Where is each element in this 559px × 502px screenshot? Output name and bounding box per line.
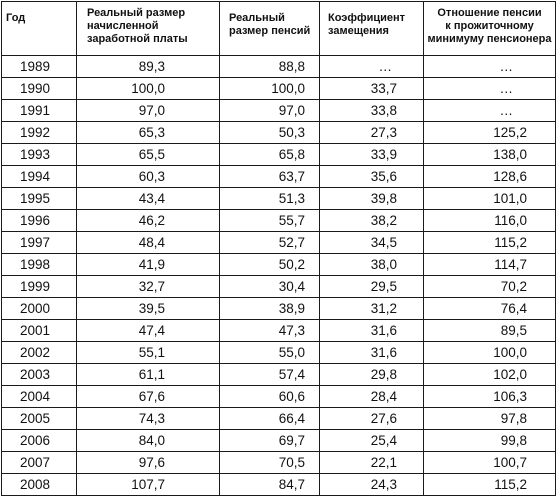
cell-pension: 38,9	[220, 298, 320, 320]
cell-ratio: 138,0	[424, 144, 556, 166]
cell-year: 2002	[2, 342, 77, 364]
cell-year: 1992	[2, 122, 77, 144]
cell-ratio: 115,2	[424, 474, 556, 496]
cell-year: 1990	[2, 78, 77, 100]
cell-coefficient: 38,2	[320, 210, 424, 232]
cell-year: 1991	[2, 100, 77, 122]
table-row	[2, 474, 556, 496]
cell-ratio: 100,0	[424, 342, 556, 364]
cell-pension: 70,5	[220, 452, 320, 474]
cell-wage: 100,0	[77, 78, 220, 100]
column-header-year: Год	[2, 2, 77, 56]
cell-wage: 55,1	[77, 342, 220, 364]
cell-ratio: 101,0	[424, 188, 556, 210]
cell-pension: 52,7	[220, 232, 320, 254]
cell-wage: 46,2	[77, 210, 220, 232]
cell-year: 2007	[2, 452, 77, 474]
cell-year: 1999	[2, 276, 77, 298]
cell-ratio: 128,6	[424, 166, 556, 188]
cell-ratio: 116,0	[424, 210, 556, 232]
cell-coefficient: 24,3	[320, 474, 424, 496]
table-row	[2, 254, 556, 276]
cell-ratio: 99,8	[424, 430, 556, 452]
table-row	[2, 452, 556, 474]
cell-pension: 57,4	[220, 364, 320, 386]
cell-pension: 100,0	[220, 78, 320, 100]
table-row	[2, 144, 556, 166]
cell-year: 1994	[2, 166, 77, 188]
cell-ratio: 70,2	[424, 276, 556, 298]
cell-coefficient: 33,9	[320, 144, 424, 166]
cell-coefficient: 22,1	[320, 452, 424, 474]
cell-coefficient: 33,8	[320, 100, 424, 122]
cell-pension: 65,8	[220, 144, 320, 166]
cell-year: 1989	[2, 56, 77, 78]
table-row	[2, 166, 556, 188]
table-row	[2, 386, 556, 408]
cell-pension: 60,6	[220, 386, 320, 408]
table-row	[2, 210, 556, 232]
cell-pension: 50,2	[220, 254, 320, 276]
cell-ratio: 102,0	[424, 364, 556, 386]
cell-coefficient: 34,5	[320, 232, 424, 254]
cell-coefficient: 27,3	[320, 122, 424, 144]
cell-year: 1997	[2, 232, 77, 254]
pension-statistics-table	[1, 1, 556, 496]
cell-coefficient: 39,8	[320, 188, 424, 210]
cell-pension: 51,3	[220, 188, 320, 210]
cell-wage: 60,3	[77, 166, 220, 188]
column-header-coefficient: Коэффициент замещения	[320, 2, 424, 56]
table-row	[2, 430, 556, 452]
cell-coefficient: …	[320, 56, 424, 78]
table-row	[2, 232, 556, 254]
cell-wage: 43,4	[77, 188, 220, 210]
cell-ratio: 114,7	[424, 254, 556, 276]
cell-coefficient: 31,6	[320, 342, 424, 364]
cell-year: 2006	[2, 430, 77, 452]
cell-coefficient: 31,2	[320, 298, 424, 320]
header-row	[2, 2, 556, 56]
cell-year: 1995	[2, 188, 77, 210]
cell-coefficient: 25,4	[320, 430, 424, 452]
cell-wage: 107,7	[77, 474, 220, 496]
table-row	[2, 298, 556, 320]
cell-year: 2000	[2, 298, 77, 320]
table-row	[2, 188, 556, 210]
cell-pension: 47,3	[220, 320, 320, 342]
table-row	[2, 408, 556, 430]
cell-pension: 30,4	[220, 276, 320, 298]
cell-wage: 65,3	[77, 122, 220, 144]
cell-pension: 88,8	[220, 56, 320, 78]
cell-year: 1996	[2, 210, 77, 232]
cell-ratio: 115,2	[424, 232, 556, 254]
table-row	[2, 100, 556, 122]
cell-wage: 84,0	[77, 430, 220, 452]
cell-coefficient: 29,5	[320, 276, 424, 298]
cell-pension: 66,4	[220, 408, 320, 430]
cell-pension: 50,3	[220, 122, 320, 144]
cell-wage: 39,5	[77, 298, 220, 320]
table-row	[2, 342, 556, 364]
cell-ratio: …	[424, 78, 556, 100]
cell-coefficient: 35,6	[320, 166, 424, 188]
cell-year: 2008	[2, 474, 77, 496]
cell-pension: 63,7	[220, 166, 320, 188]
cell-year: 1998	[2, 254, 77, 276]
cell-coefficient: 28,4	[320, 386, 424, 408]
cell-wage: 74,3	[77, 408, 220, 430]
table-row	[2, 276, 556, 298]
cell-ratio: 125,2	[424, 122, 556, 144]
cell-coefficient: 29,8	[320, 364, 424, 386]
cell-coefficient: 38,0	[320, 254, 424, 276]
cell-pension: 55,0	[220, 342, 320, 364]
cell-ratio: …	[424, 56, 556, 78]
cell-ratio: 97,8	[424, 408, 556, 430]
column-header-wage: Реальный размер начисленной заработной платы	[77, 2, 220, 56]
cell-wage: 32,7	[77, 276, 220, 298]
cell-pension: 55,7	[220, 210, 320, 232]
cell-coefficient: 31,6	[320, 320, 424, 342]
table-header	[2, 2, 556, 56]
cell-coefficient: 27,6	[320, 408, 424, 430]
cell-year: 2005	[2, 408, 77, 430]
cell-wage: 67,6	[77, 386, 220, 408]
table-row	[2, 122, 556, 144]
cell-ratio: …	[424, 100, 556, 122]
cell-wage: 97,6	[77, 452, 220, 474]
cell-wage: 97,0	[77, 100, 220, 122]
cell-wage: 61,1	[77, 364, 220, 386]
column-header-ratio: Отношение пенсии к прожиточному минимуму пенсионера	[424, 2, 556, 56]
cell-wage: 47,4	[77, 320, 220, 342]
cell-ratio: 106,3	[424, 386, 556, 408]
cell-year: 2001	[2, 320, 77, 342]
table-row	[2, 364, 556, 386]
cell-wage: 89,3	[77, 56, 220, 78]
cell-wage: 41,9	[77, 254, 220, 276]
cell-wage: 48,4	[77, 232, 220, 254]
cell-ratio: 100,7	[424, 452, 556, 474]
cell-wage: 65,5	[77, 144, 220, 166]
table-row	[2, 78, 556, 100]
cell-ratio: 76,4	[424, 298, 556, 320]
cell-pension: 97,0	[220, 100, 320, 122]
table-row	[2, 320, 556, 342]
cell-ratio: 89,5	[424, 320, 556, 342]
cell-pension: 84,7	[220, 474, 320, 496]
column-header-pension: Реальный размер пенсий	[220, 2, 320, 56]
cell-year: 2004	[2, 386, 77, 408]
table-body	[2, 56, 556, 496]
cell-year: 2003	[2, 364, 77, 386]
cell-year: 1993	[2, 144, 77, 166]
cell-coefficient: 33,7	[320, 78, 424, 100]
cell-pension: 69,7	[220, 430, 320, 452]
table-row	[2, 56, 556, 78]
